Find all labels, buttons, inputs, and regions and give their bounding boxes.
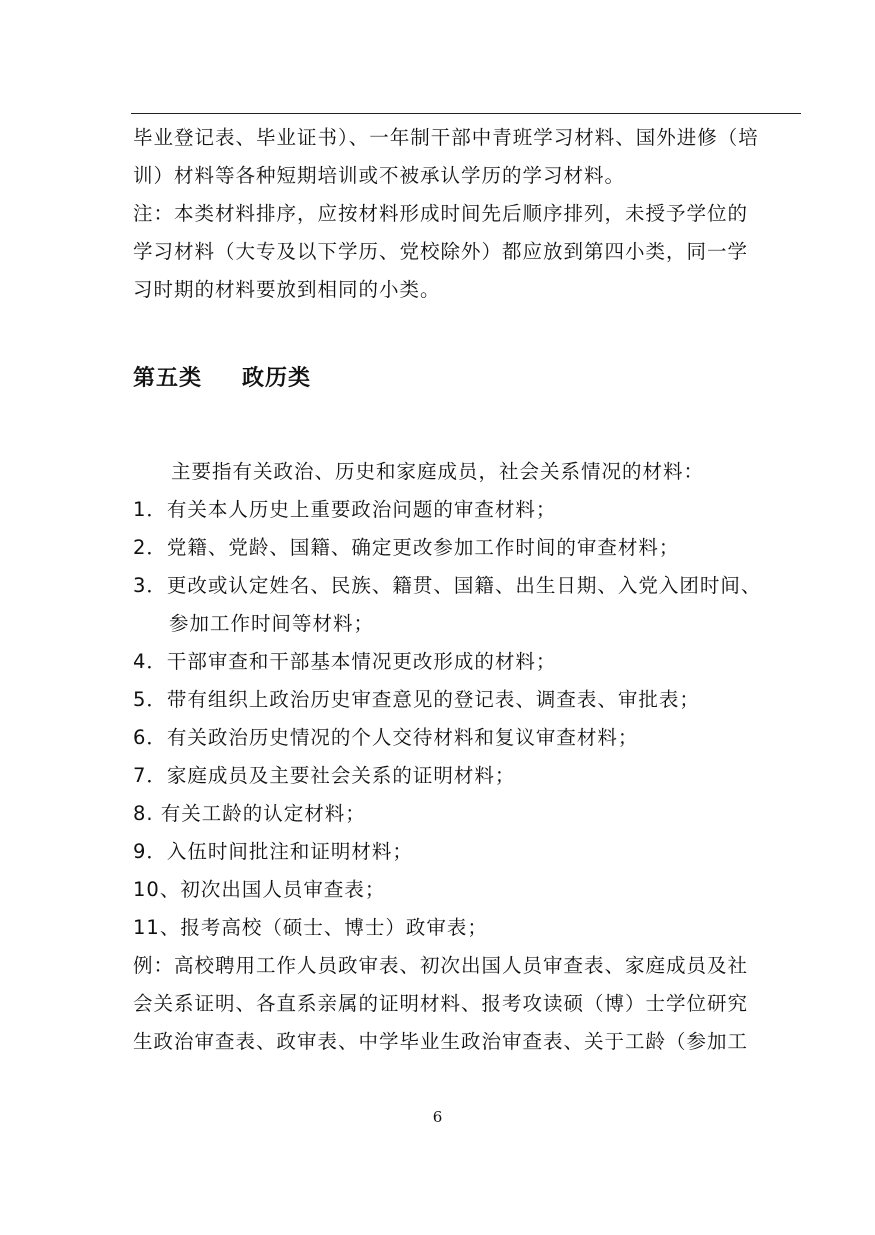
page-number: 6 — [432, 1108, 443, 1126]
header-rule — [131, 113, 801, 114]
list-item-continuation: 参加工作时间等材料； — [169, 612, 375, 635]
section-title: 政历类 — [242, 366, 312, 391]
list-item: 7．家庭成员及主要社会关系的证明材料； — [133, 764, 516, 787]
list-item: 10、初次出国人员审查表； — [133, 878, 386, 901]
list-item: 5．带有组织上政治历史审查意见的登记表、调查表、审批表； — [133, 688, 700, 711]
list-item: 8. 有关工龄的认定材料； — [133, 802, 366, 825]
note-line-2: 学习材料（大专及以下学历、党校除外）都应放到第四小类，同一学 — [133, 240, 749, 263]
list-item: 4．干部审查和干部基本情况更改形成的材料； — [133, 650, 557, 673]
list-item: 9．入伍时间批注和证明材料； — [133, 840, 413, 863]
example-line-1: 例：高校聘用工作人员政审表、初次出国人员审查表、家庭成员及社 — [133, 954, 749, 977]
intro-line: 主要指有关政治、历史和家庭成员，社会关系情况的材料： — [171, 460, 705, 483]
carryover-line-1: 毕业登记表、毕业证书）、一年制干部中青班学习材料、国外进修（培 — [133, 126, 759, 149]
note-line-1: 注：本类材料排序，应按材料形成时间先后顺序排列，未授予学位的 — [133, 202, 749, 225]
section-heading — [133, 361, 311, 392]
carryover-line-2: 训）材料等各种短期培训或不被承认学历的学习材料。 — [133, 164, 626, 187]
list-item: 3．更改或认定姓名、民族、籍贯、国籍、出生日期、入党入团时间、 — [133, 574, 762, 597]
list-item: 11、报考高校（硕士、博士）政审表； — [133, 916, 488, 939]
example-line-3: 生政治审查表、政审表、中学毕业生政治审查表、关于工龄（参加工 — [133, 1030, 749, 1053]
note-line-3: 习时期的材料要放到相同的小类。 — [133, 278, 441, 301]
example-line-2: 会关系证明、各直系亲属的证明材料、报考攻读硕（博）士学位研究 — [133, 992, 749, 1015]
list-item: 2．党籍、党龄、国籍、确定更改参加工作时间的审查材料； — [133, 536, 680, 559]
list-item: 1．有关本人历史上重要政治问题的审查材料； — [133, 498, 557, 521]
list-item: 6．有关政治历史情况的个人交待材料和复议审查材料； — [133, 726, 639, 749]
section-number: 第五类 — [133, 366, 203, 391]
